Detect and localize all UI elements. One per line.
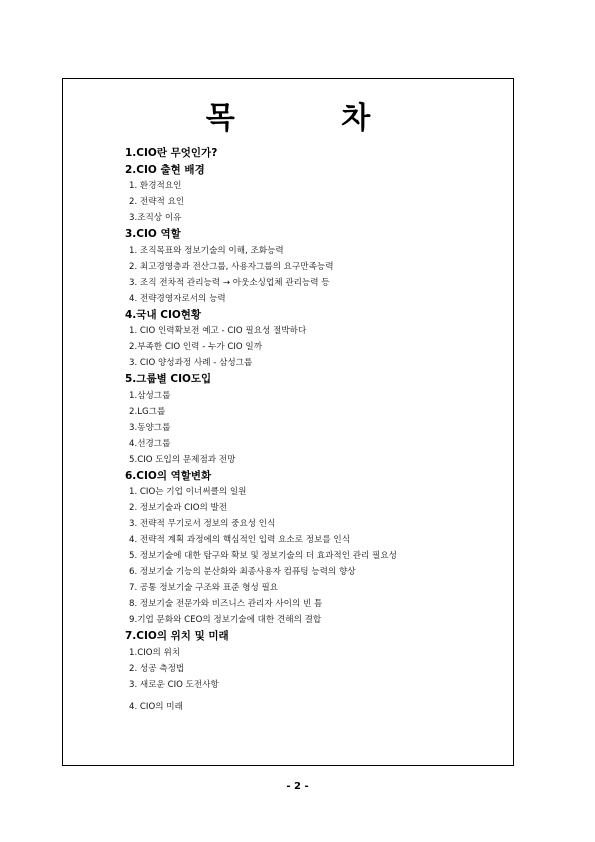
toc-item: 2.LG그룹 [129,406,166,417]
page-number: - 2 - [286,781,309,792]
toc-section [125,307,505,372]
toc-section-heading: 6.CIO의 역할변화 [125,469,212,482]
toc-item: 1. CIO 인력확보전 예고 - CIO 필요성 절박하다 [129,326,307,336]
toc-item: 8. 정보기술 전문가와 비즈니스 관리자 사이의 빈 틈 [129,599,323,609]
toc-section [125,145,505,162]
toc-item: 2. 정보기술과 CIO의 발전 [129,503,228,513]
toc-section-heading: 7.CIO의 위치 및 미래 [125,630,229,642]
toc-item: 2. 최고경영층과 전산그룹, 사용자그룹의 요구만족능력 [129,261,334,272]
toc-item: 2. 전략적 요인 [129,197,185,207]
toc-item: 3. CIO 양성과정 사례 - 삼성그룹 [129,358,253,368]
toc-item: 3.조직상 이유 [129,213,182,223]
toc-item: 1. 환경적요인 [129,181,182,191]
toc-item: 3. 전략적 무기로서 정보의 중요성 인식 [129,519,276,529]
toc-section-heading: 1.CIO란 무엇인가? [125,147,218,159]
content-frame [62,78,514,766]
toc-item: 1.삼성그룹 [129,390,171,401]
toc-item: 4. 전략경영자로서의 능력 [129,293,226,304]
page-title: 목 차 [205,101,419,136]
toc-section [125,628,505,715]
toc-item: 1. 조직목표와 정보기술의 이해, 조화능력 [129,245,284,256]
toc-item: 1.CIO의 위치 [129,647,181,658]
toc-item: 5.CIO 도입의 문제점과 전망 [129,454,236,465]
toc-item: 2.부족한 CIO 인력 - 누가 CIO 일까 [129,342,263,352]
toc-section [125,371,505,468]
toc-section [125,162,505,227]
toc-item: 6. 정보기술 기능의 분산화와 최종사용자 컴퓨팅 능력의 향상 [129,567,356,577]
toc-item: 1. CIO는 기업 이너써클의 일원 [129,487,247,497]
toc-item: 4. CIO의 미래 [129,701,183,712]
toc-section [125,226,505,307]
toc-item: 3.동양그룹 [129,422,171,433]
toc-section-heading: 2.CIO 출현 배경 [125,163,205,176]
toc-item: 9.기업 문화와 CEO의 정보기술에 대한 견해의 결합 [129,615,322,625]
toc-item: 7. 공통 정보기술 구조와 표준 형성 필요 [129,583,279,593]
toc-item: 3. 새로운 CIO 도전사항 [129,679,219,690]
toc-section-heading: 5.그룹별 CIO도입 [125,373,212,385]
toc-section [125,468,505,629]
toc-item: 4.선경그룹 [129,438,171,449]
toc-item: 2. 성공 측정법 [129,663,185,674]
toc-section-heading: 3.CIO 역할 [125,228,181,240]
table-of-contents [125,145,505,715]
toc-item: 5. 정보기술에 대한 탐구와 확보 및 정보기술의 더 효과적인 관리 필요성 [129,551,397,561]
toc-item: 3. 조직 전차적 관리능력 → 아웃소싱업체 관리능력 등 [129,277,330,288]
toc-item: 4. 전략적 계획 과정에의 핵심적인 입력 요소로 정보를 인식 [129,535,350,545]
toc-section-heading: 4.국내 CIO현황 [125,308,202,321]
